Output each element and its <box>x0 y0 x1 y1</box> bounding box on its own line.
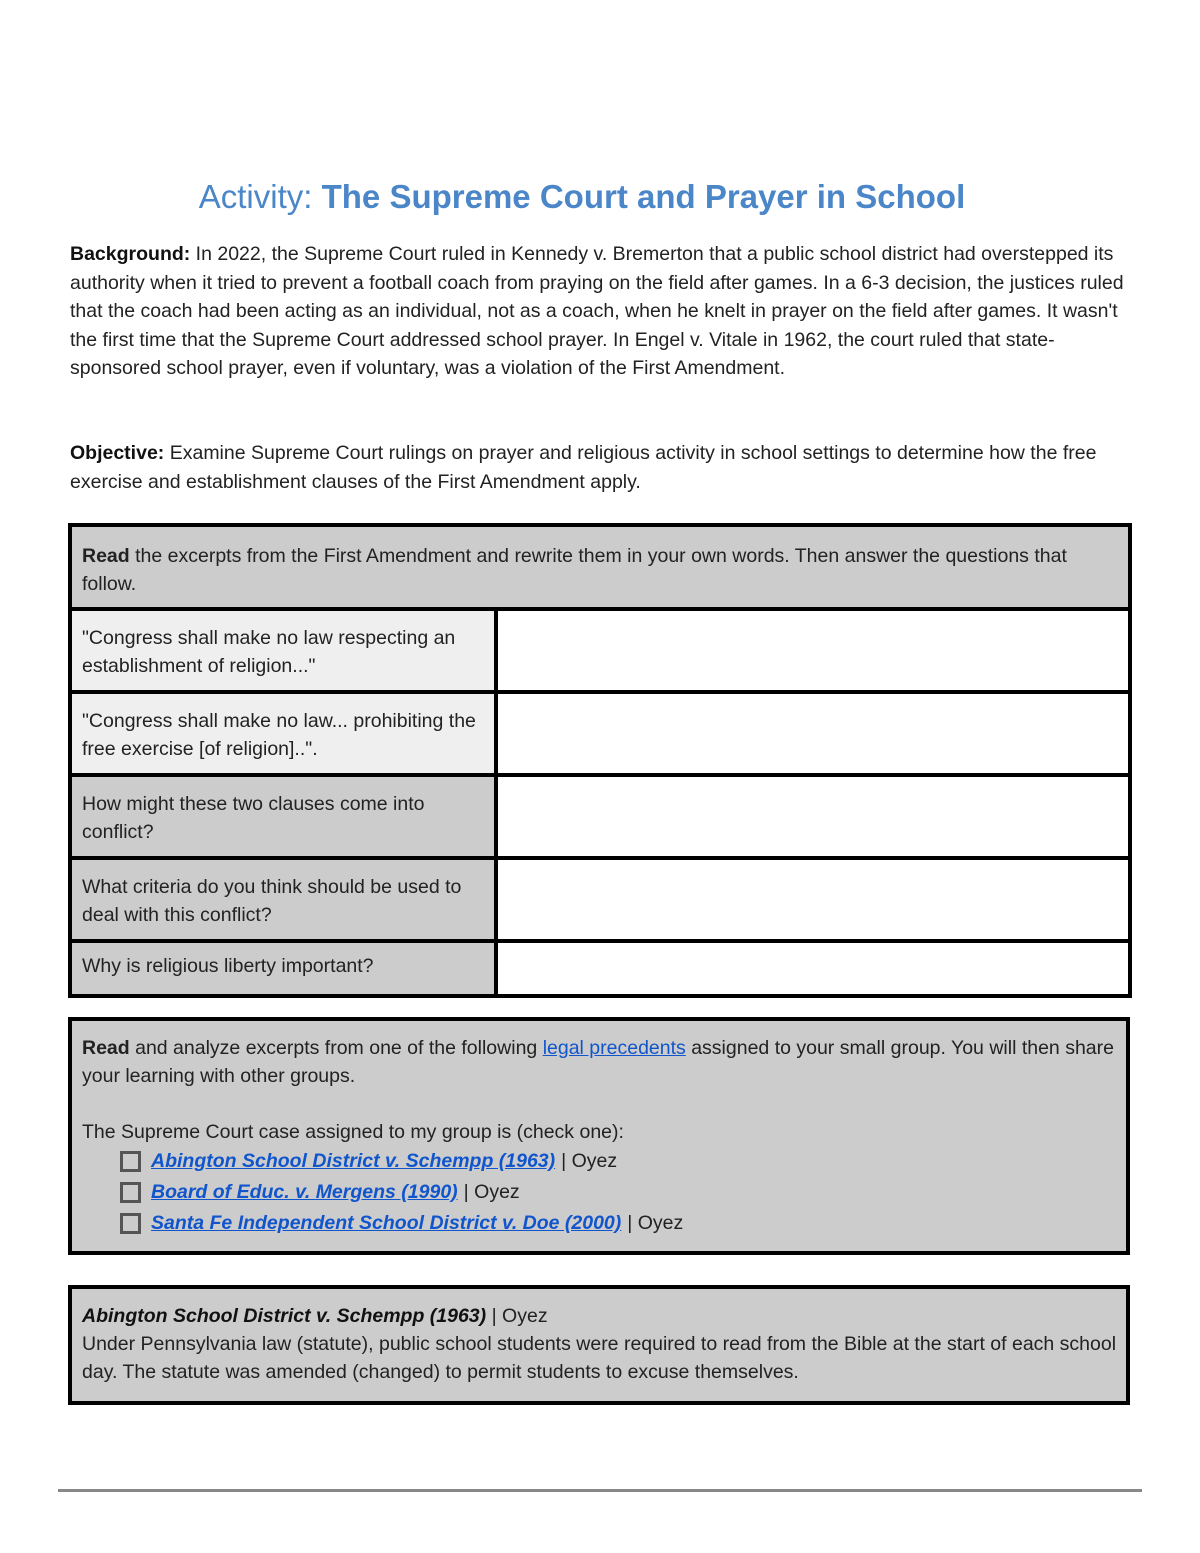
title-main: The Supreme Court and Prayer in School <box>321 178 966 215</box>
title-prefix: Activity: <box>198 178 322 215</box>
answer-field[interactable] <box>496 775 1130 858</box>
check-prompt: The Supreme Court case assigned to my group is (check one): <box>82 1121 624 1143</box>
list-item <box>120 1177 1118 1208</box>
objective-text: Examine Supreme Court rulings on prayer and religious activity in school settings to determine how the free exercise and establishment clauses of the First Amendment apply. <box>70 442 1097 493</box>
question-criteria: What criteria do you think should be used to deal with this conflict? <box>70 858 496 941</box>
case-summary-text: Under Pennsylvania law (statute), public school students were required to read from the Bible at the start of each school day. The statute was amended (changed) to permit students to excuse themselves. <box>82 1333 1117 1383</box>
table-row <box>70 609 1130 692</box>
table-row <box>70 692 1130 775</box>
background-label: Background: <box>70 243 191 265</box>
case-summary-cell <box>70 1287 1128 1403</box>
prompt-establishment-clause: "Congress shall make no law respecting an establishment of religion..." <box>70 609 496 692</box>
list-item <box>120 1208 1118 1239</box>
question-conflict: How might these two clauses come into conflict? <box>70 775 496 858</box>
amendment-table-header <box>70 525 1130 609</box>
case-summary-suffix: | Oyez <box>486 1305 548 1327</box>
answer-field[interactable] <box>496 941 1130 996</box>
table-row <box>70 941 1130 996</box>
list-item <box>120 1146 1118 1177</box>
prompt-free-exercise-clause: "Congress shall make no law... prohibiting the free exercise [of religion]..". <box>70 692 496 775</box>
oyez-label: | Oyez <box>627 1212 684 1234</box>
legal-precedents-link[interactable]: legal precedents <box>542 1037 686 1059</box>
precedents-cell <box>70 1019 1128 1253</box>
answer-field[interactable] <box>496 858 1130 941</box>
background-paragraph <box>70 240 1135 383</box>
case-summary-box <box>68 1285 1130 1405</box>
objective-label: Objective: <box>70 442 165 464</box>
table-row <box>70 775 1130 858</box>
oyez-label: | Oyez <box>561 1150 618 1172</box>
footer-divider <box>58 1489 1142 1492</box>
precedents-instructions <box>82 1034 1118 1090</box>
precedents-box <box>68 1017 1130 1255</box>
answer-field[interactable] <box>496 692 1130 775</box>
objective-paragraph <box>70 439 1135 496</box>
precedents-text: and analyze excerpts from one of the following <box>129 1037 543 1059</box>
case-link-mergens[interactable]: Board of Educ. v. Mergens (1990) <box>151 1181 458 1203</box>
case-summary-title: Abington School District v. Schempp (1963) <box>82 1305 487 1327</box>
answer-field[interactable] <box>496 609 1130 692</box>
header-text: the excerpts from the First Amendment and rewrite them in your own words. Then answer the questions that follow. <box>82 545 1067 595</box>
case-summary-heading <box>82 1302 1118 1330</box>
checkbox-mergens[interactable] <box>120 1182 141 1203</box>
background-text: In 2022, the Supreme Court ruled in Kennedy v. Bremerton that a public school district had overstepped its authority when it tried to prevent a football coach from praying on the field after games. In a 6-3 decision, the justices ruled that the coach had been acting as an individual, not as a coach, when he knelt in prayer on the field after games. It wasn't the first time that the Supreme Court addressed school prayer. In Engel v. Vitale in 1962, the court ruled that state-sponsored school prayer, even if voluntary, was a violation of the First Amendment. <box>70 243 1124 379</box>
checkbox-santa-fe[interactable] <box>120 1213 141 1234</box>
case-list <box>82 1146 1118 1239</box>
header-bold: Read <box>82 545 130 567</box>
precedents-text-after: assigned to your small group. You will then share your learning with other groups. <box>82 1037 1114 1087</box>
amendment-table <box>68 523 1132 998</box>
case-link-santa-fe[interactable]: Santa Fe Independent School District v. Doe (2000) <box>151 1212 622 1234</box>
oyez-label: | Oyez <box>463 1181 520 1203</box>
question-religious-liberty: Why is religious liberty important? <box>70 941 496 996</box>
precedents-bold: Read <box>82 1037 130 1059</box>
table-row <box>70 858 1130 941</box>
checkbox-abington[interactable] <box>120 1151 141 1172</box>
page-title <box>0 178 1164 216</box>
case-link-abington[interactable]: Abington School District v. Schempp (1963) <box>151 1150 556 1172</box>
